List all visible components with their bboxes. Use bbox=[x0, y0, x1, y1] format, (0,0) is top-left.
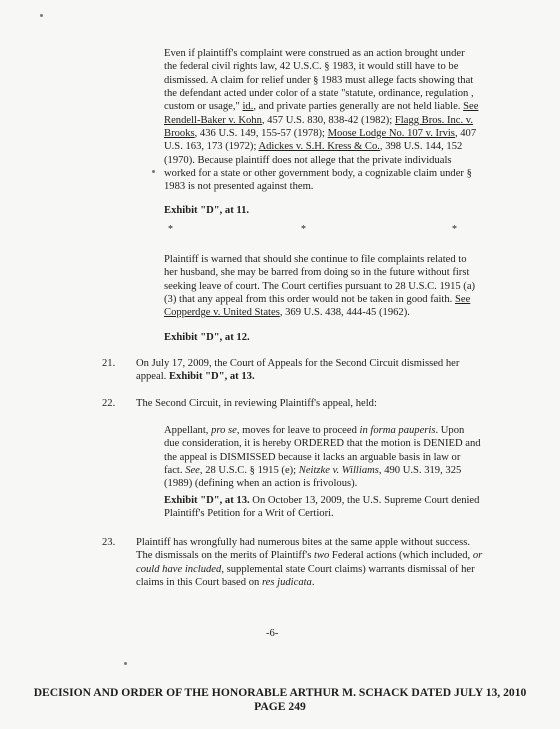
text-line: On July 17, 2009, the Court of Appeals for the Second Circuit dismissed her bbox=[136, 358, 460, 369]
text-span: . bbox=[311, 577, 315, 589]
text-line bbox=[164, 140, 506, 153]
text-span: The dismissals on the merits of Plaintiff's bbox=[136, 550, 314, 562]
signal-see: See bbox=[454, 294, 471, 306]
case-name: Copperdge v. United States bbox=[164, 307, 280, 319]
paragraph-22 bbox=[136, 397, 508, 410]
case-name: Rendell-Baker v. Kohn bbox=[164, 114, 262, 126]
text-span: On October 13, 2009, the U.S. Supreme Court denied bbox=[249, 495, 480, 506]
latin-term: res judicata bbox=[261, 577, 312, 589]
text-line bbox=[164, 114, 506, 127]
text-span: . Upon bbox=[435, 425, 465, 436]
case-name: Flagg Bros. Inc. v. bbox=[394, 114, 474, 126]
text-span: , supplemental state Court claims) warrants dismissal of her bbox=[221, 563, 475, 575]
footer-line: DECISION AND ORDER OF THE HONORABLE ARTHUR M. SCHACK DATED JULY 13, 2010 bbox=[33, 686, 527, 699]
citation-id: id. bbox=[242, 101, 254, 113]
text-line bbox=[164, 424, 506, 437]
text-line bbox=[164, 293, 506, 306]
text-line bbox=[136, 563, 508, 576]
text-span: , 490 U.S. 319, 325 bbox=[378, 465, 462, 477]
page-number: -6- bbox=[266, 628, 279, 639]
exhibit-citation: Exhibit "D", at 12. bbox=[164, 332, 250, 343]
star: * bbox=[452, 224, 457, 235]
emphasis: could have included bbox=[136, 563, 222, 575]
footer-line: PAGE 249 bbox=[254, 700, 306, 713]
latin-term: in forma pauperis bbox=[359, 425, 436, 436]
footer-caption bbox=[0, 686, 560, 714]
text-line bbox=[136, 576, 508, 589]
signal-see: See bbox=[185, 465, 200, 477]
text-line: the federal civil rights law, 42 U.S.C. § 1983, it would still have to be bbox=[164, 61, 459, 73]
text-line: seeking leave of court. The Court certifies pursuant to 28 U.S.C. 1915 (a) bbox=[164, 280, 476, 292]
paragraph-number: 22. bbox=[102, 398, 116, 409]
block-quote-second-circuit bbox=[164, 424, 506, 491]
text-line: (1970). Because plaintiff does not allege that the private individuals bbox=[164, 154, 452, 166]
scan-mark bbox=[152, 170, 155, 173]
emphasis: two bbox=[313, 550, 330, 562]
scan-mark bbox=[124, 662, 127, 665]
text-span: , 457 U.S. 830, 838-42 (1982); bbox=[261, 114, 395, 126]
star: * bbox=[301, 224, 306, 235]
paragraph-number: 21. bbox=[102, 358, 116, 369]
paragraph-21 bbox=[136, 357, 508, 384]
case-name: Brooks bbox=[164, 128, 195, 140]
text-line: Plaintiff's Petition for a Writ of Certiori. bbox=[164, 508, 334, 520]
star: * bbox=[168, 224, 173, 235]
exhibit-citation: Exhibit "D", at 13. bbox=[164, 495, 250, 506]
text-span: appeal. bbox=[136, 371, 169, 383]
text-line: The Second Circuit, in reviewing Plaintiff's appeal, held: bbox=[136, 398, 377, 409]
emphasis: or bbox=[472, 550, 483, 562]
text-span: , moves for leave to proceed bbox=[236, 425, 360, 436]
text-line bbox=[164, 464, 506, 477]
text-line: Plaintiff has wrongfully had numerous bites at the same apple without success. bbox=[136, 537, 471, 548]
signal-see: See bbox=[463, 101, 479, 113]
text-line: Even if plaintiff's complaint were construed as an action brought under bbox=[164, 48, 465, 59]
exhibit-note bbox=[164, 494, 506, 521]
text-line: Plaintiff is warned that should she continue to file complaints related to bbox=[164, 254, 467, 265]
text-line bbox=[164, 494, 506, 507]
text-line: (1989) (defining when an action is frivolous). bbox=[164, 478, 358, 490]
text-span: , 436 U.S. 149, 155-57 (1978); bbox=[194, 128, 328, 140]
text-span: , 369 U.S. 438, 444-45 (1962). bbox=[279, 307, 410, 319]
text-span: custom or usage," bbox=[164, 101, 243, 113]
text-span: Appellant, bbox=[164, 425, 212, 436]
text-line: worked for a state or other government body, a cognizable claim under § bbox=[164, 168, 472, 180]
case-name: Adickes v. S.H. Kress & Co. bbox=[258, 141, 380, 153]
case-name: Moose Lodge No. 107 v. Irvis bbox=[327, 128, 455, 140]
text-span: claims in this Court based on bbox=[136, 577, 262, 589]
text-line: 1983 is not presented against them. bbox=[164, 181, 314, 193]
exhibit-citation: Exhibit "D", at 13. bbox=[168, 371, 255, 383]
text-line: due consideration, it is hereby ORDERED that the motion is DENIED and bbox=[164, 438, 481, 450]
text-line bbox=[136, 370, 508, 383]
text-line: her husband, she may be barred from doing so in the future without first bbox=[164, 267, 470, 279]
text-span: (3) that any appeal from this order would not be taken in good faith. bbox=[164, 294, 455, 306]
block-quote-warning bbox=[164, 253, 506, 320]
text-line: dismissed. A claim for relief under § 1983 must allege facts showing that bbox=[164, 74, 474, 86]
text-line bbox=[164, 100, 506, 113]
block-quote-civil-rights bbox=[164, 47, 506, 194]
text-span: Federal actions (which included, bbox=[329, 550, 473, 562]
scan-mark bbox=[40, 14, 43, 17]
text-span: , 407 bbox=[454, 128, 477, 140]
text-line: the defendant acted under color of a state "statute, ordinance, regulation , bbox=[164, 88, 474, 100]
text-span: U.S. 163, 173 (1972); bbox=[164, 141, 259, 153]
paragraph-23 bbox=[136, 536, 508, 589]
text-line bbox=[164, 306, 506, 319]
text-line bbox=[164, 127, 506, 140]
paragraph-number: 23. bbox=[102, 537, 116, 548]
text-span: , 28 U.S.C. § 1915 (e); bbox=[199, 465, 299, 477]
case-name: Neitzke v. Williams bbox=[298, 465, 379, 477]
text-span: fact. bbox=[164, 465, 186, 477]
text-line: the appeal is DISMISSED because it lacks an arguable basis in law or bbox=[164, 451, 461, 463]
text-line bbox=[136, 549, 508, 562]
exhibit-citation: Exhibit "D", at 11. bbox=[164, 205, 250, 216]
latin-term: pro se bbox=[211, 425, 237, 436]
text-span: , 398 U.S. 144, 152 bbox=[379, 141, 463, 153]
text-span: , and private parties generally are not held liable. bbox=[253, 101, 464, 113]
